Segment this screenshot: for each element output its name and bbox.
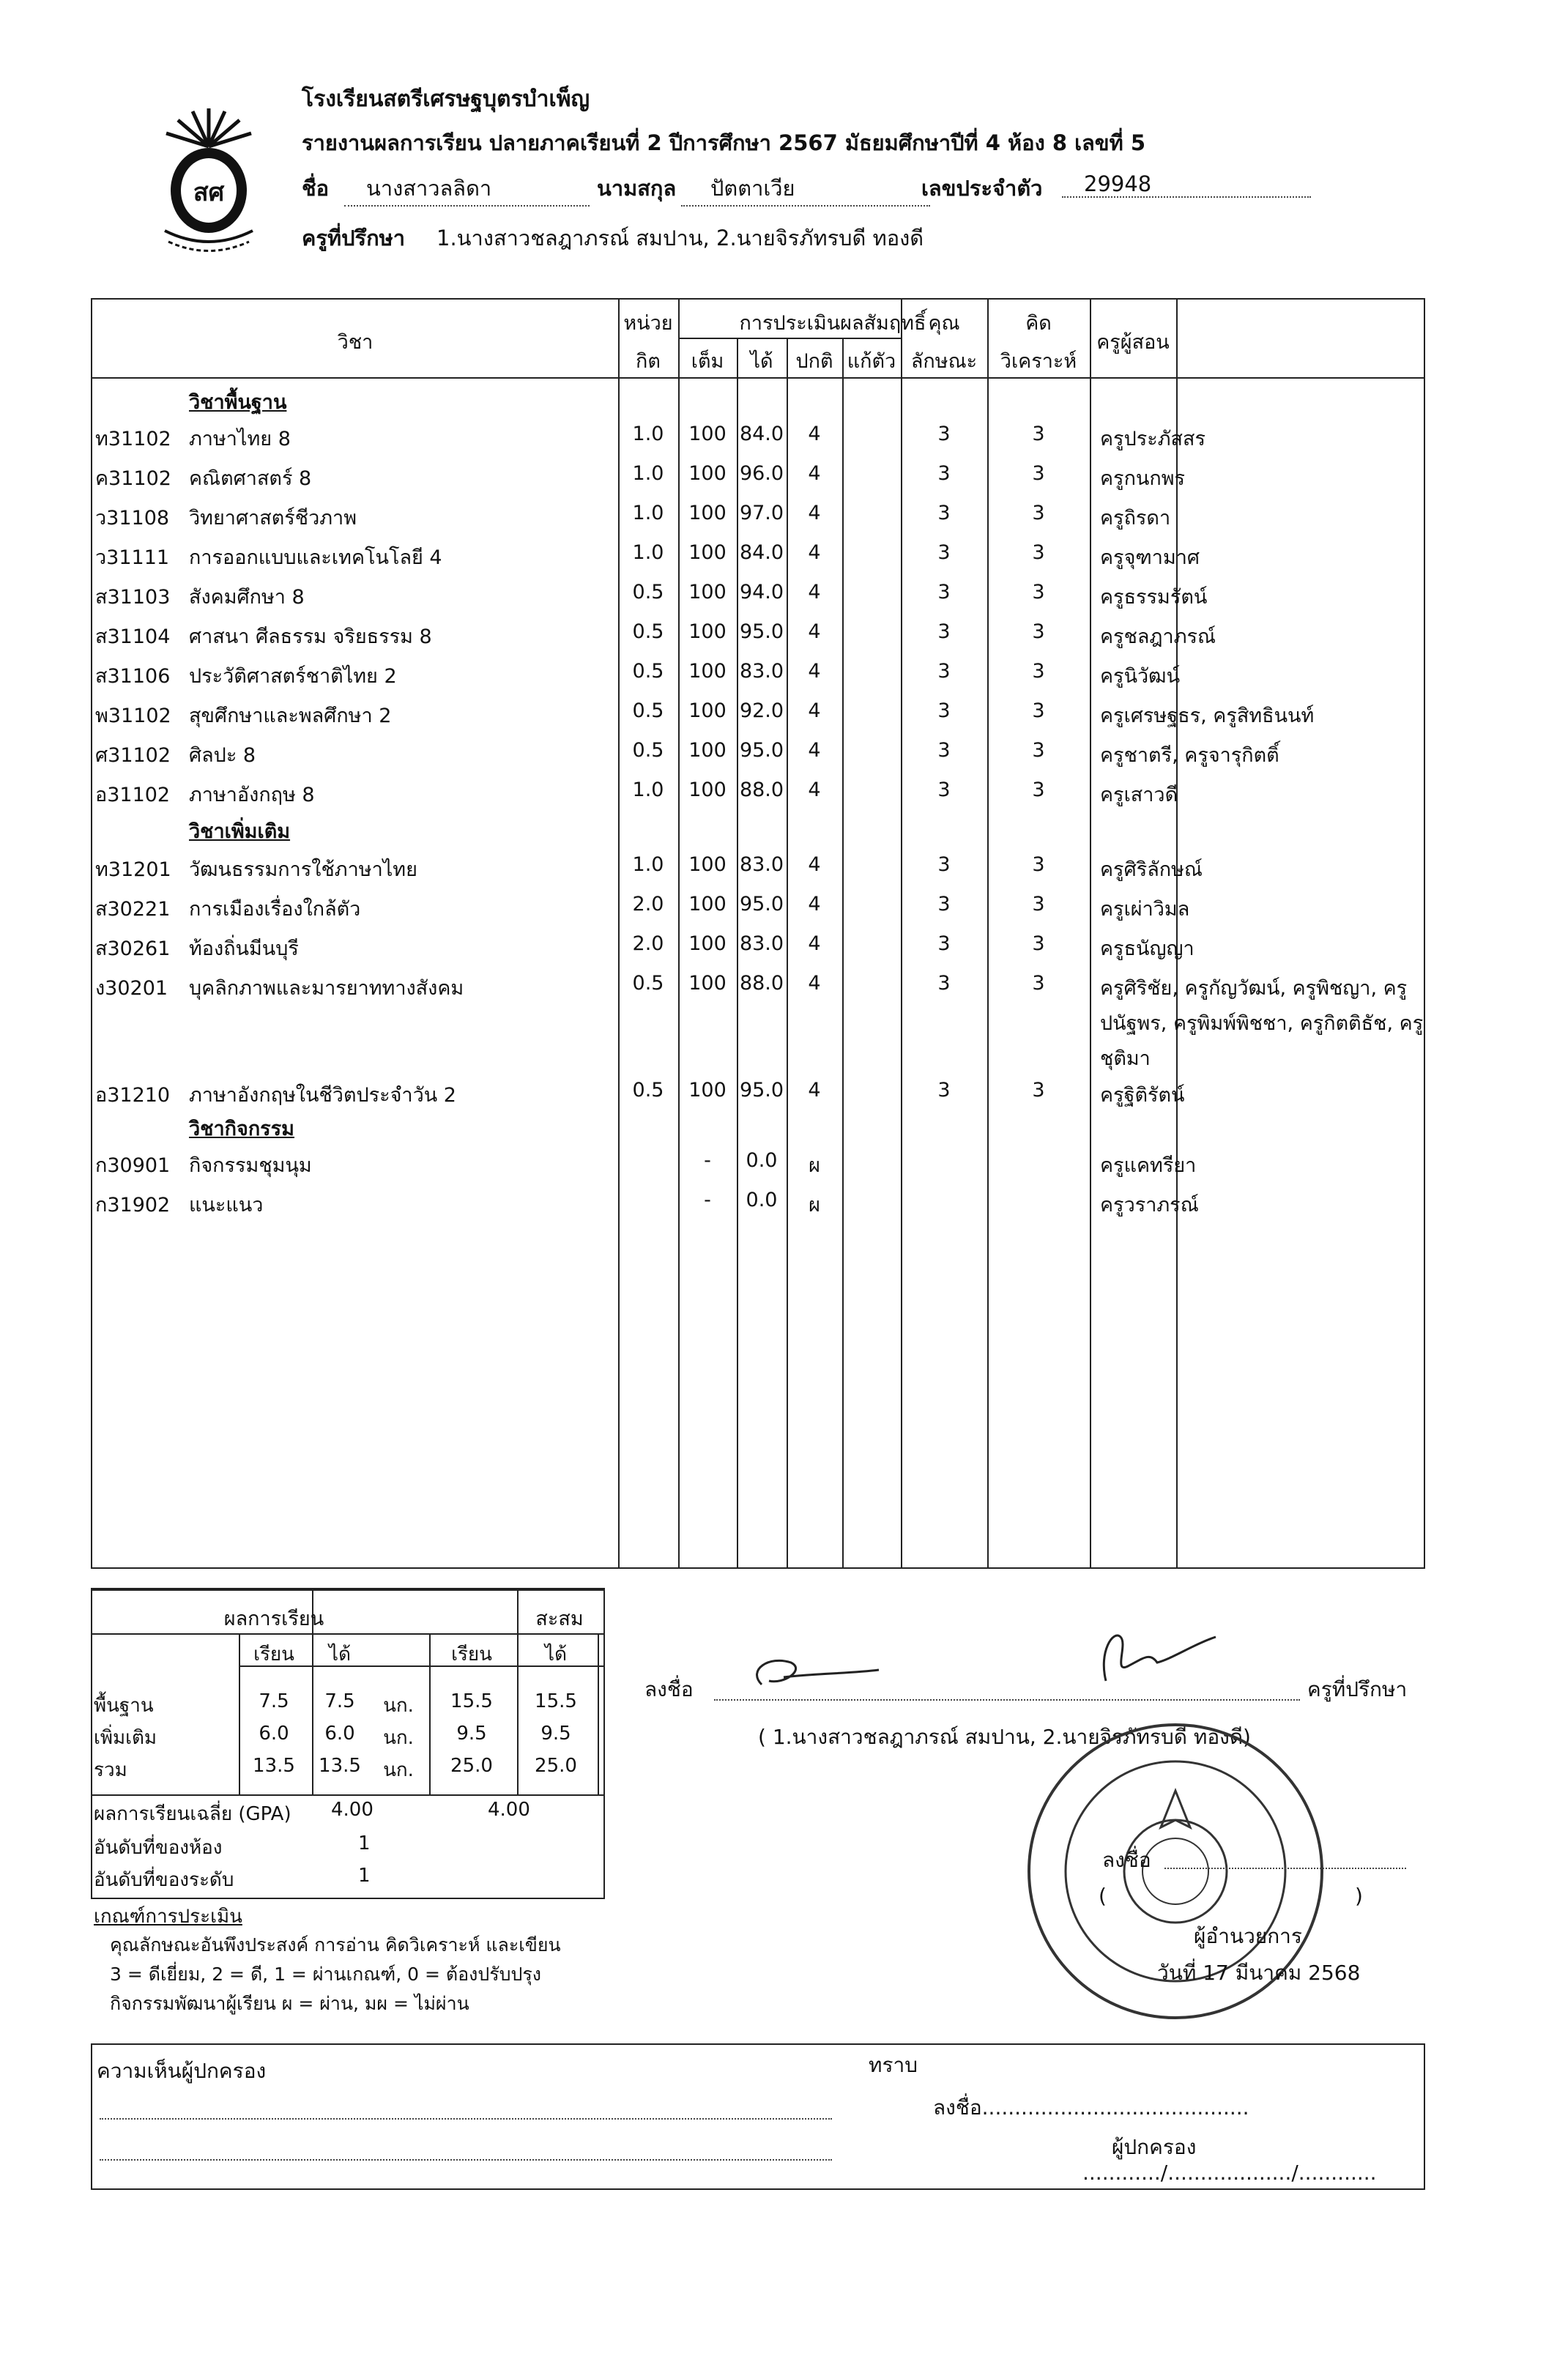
credit: 1.0 [632,779,664,801]
got-score: 84.0 [739,423,784,445]
grade: 4 [808,462,821,485]
summary-cum-got: 9.5 [540,1723,571,1745]
header-credit-2: กิต [636,350,661,373]
summary-cum-got-header: ได้ [545,1644,567,1665]
name-value: นางสาวลลิดา [344,171,590,207]
summary-cum-got: 25.0 [535,1755,577,1777]
character: 3 [937,660,951,683]
summary-study: 6.0 [259,1723,289,1745]
id-value: 29948 [1062,171,1311,198]
thinking: 3 [1032,581,1045,604]
parent-comment-box [91,2043,1425,2190]
sign-date: วันที่ 17 มีนาคม 2568 [1157,1961,1361,1985]
header-got: ได้ [750,350,773,373]
gpa-label: ผลการเรียนเฉลี่ย (GPA) [94,1803,291,1825]
table-row [92,773,1424,811]
thinking: 3 [1032,932,1045,955]
full-score: 100 [688,893,727,916]
header-char-2: ลักษณะ [910,350,978,373]
criteria-title: เกณฑ์การประเมิน [94,1906,242,1928]
summary-cum-study: 15.5 [450,1690,493,1712]
advisor-signature-1 [740,1641,886,1699]
gpa-cum-value: 4.00 [488,1799,530,1821]
character: 3 [937,581,951,604]
criteria-line-3: กิจกรรมพัฒนาผู้เรียน ผ = ผ่าน, มผ = ไม่ผ่าน [110,1993,469,2014]
advisor-names: ( 1.นางสาวชลฎาภรณ์ สมปาน, 2.นายจิรภัทรบดี ทองดี) [758,1725,1251,1749]
table-row [92,966,1424,1070]
teacher: ครูเสาวดี [1100,784,1178,806]
director-role: ผู้อำนวยการ [1194,1924,1302,1948]
summary-got: 13.5 [319,1755,361,1777]
character: 3 [937,853,951,876]
credit: 1.0 [632,502,664,524]
got-score: 92.0 [739,699,784,722]
table-row [92,733,1424,771]
subject-name: ภาษาไทย 8 [189,428,291,450]
teacher: ครูฐิติรัตน์ [1100,1084,1185,1107]
school-name: โรงเรียนสตรีเศรษฐบุตรบำเพ็ญ [302,86,590,112]
full-score: 100 [688,581,727,604]
full-score: 100 [688,502,727,524]
table-row [92,456,1424,494]
grade: ผ [809,1194,820,1217]
character: 3 [937,972,951,995]
subject-code: ส31106 [95,665,171,688]
teacher: ครูเศรษฐธร, ครูสิทธินนท์ [1100,705,1315,727]
summary-study: 13.5 [253,1755,295,1777]
summary-cumulative-label: สะสม [535,1608,584,1630]
summary-row-label: พื้นฐาน [94,1695,154,1717]
thinking: 3 [1032,660,1045,683]
table-row [92,1143,1424,1181]
got-score: 95.0 [739,1079,784,1102]
director-sign-line [1164,1860,1406,1869]
grade: 4 [808,1079,821,1102]
comment-line-2 [100,2153,832,2161]
got-score: 88.0 [739,972,784,995]
got-score: 83.0 [739,660,784,683]
teacher: ครูศิริลักษณ์ [1100,858,1203,881]
full-score: 100 [688,779,727,801]
summary-cum-study-header: เรียน [451,1644,492,1665]
director-sign-label: ลงชื่อ [1102,1848,1151,1872]
credit: 1.0 [632,462,664,485]
summary-unit: นก. [383,1759,414,1781]
table-row [92,887,1424,925]
subject-code: พ31102 [95,705,171,727]
full-score: 100 [688,660,727,683]
subject-name: สังคมศึกษา 8 [189,586,305,609]
id-label: เลขประจำตัว [921,176,1043,201]
got-score: 83.0 [739,853,784,876]
director-name-open: ( [1099,1884,1107,1908]
got-score: 95.0 [739,893,784,916]
grade: 4 [808,541,821,564]
subject-name: แนะแนว [189,1194,264,1217]
credit: 1.0 [632,541,664,564]
grade: 4 [808,581,821,604]
table-row [92,694,1424,732]
character: 3 [937,1079,951,1102]
credit: 2.0 [632,893,664,916]
thinking: 3 [1032,699,1045,722]
teacher: ครูประภัสสร [1100,428,1205,450]
teacher: ครูแคทรียา [1100,1154,1197,1177]
header-normal: ปกติ [795,350,833,373]
table-row [92,575,1424,613]
got-score: 97.0 [739,502,784,524]
character: 3 [937,699,951,722]
subject-code: ส31103 [95,586,171,609]
credit: 1.0 [632,853,664,876]
subject-code: ท31201 [95,858,171,881]
got-score: 95.0 [739,620,784,643]
full-score: 100 [688,423,727,445]
table-row [92,614,1424,653]
teacher: ครูนิวัฒน์ [1100,665,1181,688]
subject-code: อ31210 [95,1084,171,1107]
full-score: - [704,1189,711,1211]
teacher: ครูจุฑามาศ [1100,546,1200,569]
full-score: 100 [688,739,727,762]
got-score: 0.0 [746,1149,778,1172]
summary-got: 6.0 [324,1723,355,1745]
thinking: 3 [1032,462,1045,485]
grade: 4 [808,660,821,683]
criteria-line-2: 3 = ดีเยี่ยม, 2 = ดี, 1 = ผ่านเกณฑ์, 0 = ต้องปรับปรุง [110,1964,541,1985]
subject-code: ส30261 [95,937,171,960]
header-assessment: การประเมินผลสัมฤทธิ์ [739,312,926,335]
character: 3 [937,620,951,643]
section-additional: วิชาเพิ่มเติม [189,820,291,843]
subject-name: การออกแบบและเทคโนโลยี 4 [189,546,442,569]
subject-name: คณิตศาสตร์ 8 [189,467,312,490]
subject-name: ศาสนา ศีลธรรม จริยธรรม 8 [189,625,432,648]
thinking: 3 [1032,972,1045,995]
teacher: ครูถิรดา [1100,507,1171,530]
teacher: ครูธรรมรัตน์ [1100,586,1208,609]
subject-code: ง30201 [95,977,168,1000]
subject-name: บุคลิกภาพและมารยาททางสังคม [189,977,464,1000]
full-score: 100 [688,620,727,643]
advisor-label: ครูที่ปรึกษา [302,226,406,250]
advisor-signature-2 [1084,1622,1230,1688]
advisor-value: 1.นางสาวชลฎาภรณ์ สมปาน, 2.นายจิรภัทรบดี ทองดี [436,226,924,250]
table-row [92,926,1424,965]
table-row [92,847,1424,885]
thinking: 3 [1032,502,1045,524]
header-remedy: แก้ตัว [847,350,896,373]
criteria-line-1: คุณลักษณะอันพึงประสงค์ การอ่าน คิดวิเคราะห์ และเขียน [110,1934,561,1956]
header-subject: วิชา [337,331,374,354]
school-logo [150,103,267,256]
summary-study-header: เรียน [253,1644,294,1665]
teacher: ครูศิริชัย, ครูกัญวัฒน์, ครูพิชญา, ครู [1100,977,1408,1000]
subject-code: ว31108 [95,507,170,530]
subject-name: วิทยาศาสตร์ชีวภาพ [189,507,357,530]
grade: 4 [808,972,821,995]
teacher-continued: ชุติมา [1100,1047,1151,1070]
header-full: เต็ม [691,350,724,373]
summary-study: 7.5 [259,1690,289,1712]
credit: 1.0 [632,423,664,445]
full-score: 100 [688,541,727,564]
teacher: ครูชาตรี, ครูจารุกิตติ์ [1100,744,1279,767]
character: 3 [937,502,951,524]
got-score: 83.0 [739,932,784,955]
report-title: รายงานผลการเรียน ปลายภาคเรียนที่ 2 ปีการศึกษา 2567 มัธยมศึกษาปีที่ 4 ห้อง 8 เลขที่ 5 [302,130,1145,155]
grade: 4 [808,423,821,445]
name-label: ชื่อ [302,176,330,201]
summary-cum-study: 25.0 [450,1755,493,1777]
thinking: 3 [1032,853,1045,876]
table-row [92,1073,1424,1111]
header-char-1: คุณ [928,312,960,335]
character: 3 [937,739,951,762]
subject-name: ศิลปะ 8 [189,744,256,767]
credit: 0.5 [632,620,664,643]
full-score: 100 [688,972,727,995]
thinking: 3 [1032,620,1045,643]
character: 3 [937,893,951,916]
summary-cum-got: 15.5 [535,1690,577,1712]
summary-cum-study: 9.5 [456,1723,487,1745]
full-score: 100 [688,932,727,955]
advisor-role: ครูที่ปรึกษา [1307,1677,1408,1701]
full-score: 100 [688,1079,727,1102]
thinking: 3 [1032,1079,1045,1102]
character: 3 [937,779,951,801]
grade: 4 [808,502,821,524]
rank-level-value: 1 [358,1865,371,1887]
table-row [92,417,1424,455]
svg-text:สศ: สศ [193,178,225,207]
character: 3 [937,932,951,955]
comment-line-1 [100,2112,832,2120]
parent-role: ผู้ปกครอง [1112,2135,1197,2159]
got-score: 88.0 [739,779,784,801]
subject-name: ประวัติศาสตร์ชาติไทย 2 [189,665,397,688]
grade: 4 [808,893,821,916]
teacher-continued: ปนัฐพร, ครูพิมพ์พิชชา, ครูกิตติธัช, ครู [1100,1012,1424,1035]
header-think-1: คิด [1025,312,1052,335]
rank-level-label: อันดับที่ของระดับ [94,1869,234,1891]
subject-code: ส31104 [95,625,171,648]
teacher: ครูชลฎาภรณ์ [1100,625,1216,648]
credit: 0.5 [632,739,664,762]
rank-room-label: อันดับที่ของห้อง [94,1837,223,1859]
subject-name: ภาษาอังกฤษ 8 [189,784,315,806]
table-row [92,496,1424,534]
subject-name: ภาษาอังกฤษในชีวิตประจำวัน 2 [189,1084,456,1107]
full-score: 100 [688,699,727,722]
table-row [92,535,1424,573]
credit: 0.5 [632,1079,664,1102]
summary-box [91,1588,605,1903]
parent-sign: ลงชื่อ......................................... [933,2095,1249,2120]
rank-room-value: 1 [358,1832,371,1854]
thinking: 3 [1032,423,1045,445]
subject-name: วัฒนธรรมการใช้ภาษาไทย [189,858,417,881]
got-score: 84.0 [739,541,784,564]
summary-row-label: เพิ่มเติม [94,1727,157,1749]
grade: 4 [808,779,821,801]
thinking: 3 [1032,541,1045,564]
grade: ผ [809,1154,820,1177]
full-score: 100 [688,462,727,485]
character: 3 [937,423,951,445]
subject-code: ว31111 [95,546,170,569]
got-score: 96.0 [739,462,784,485]
character: 3 [937,541,951,564]
thinking: 3 [1032,779,1045,801]
thinking: 3 [1032,739,1045,762]
credit: 0.5 [632,972,664,995]
surname-value: ปัตตาเวีย [681,171,930,207]
director-name-close: ) [1355,1884,1363,1908]
subject-name: การเมืองเรื่องใกล้ตัว [189,898,361,921]
full-score: - [704,1149,711,1172]
credit: 0.5 [632,699,664,722]
teacher: ครูวราภรณ์ [1100,1194,1199,1217]
summary-result-label: ผลการเรียน [223,1608,324,1630]
summary-unit: นก. [383,1727,414,1749]
subject-code: ก30901 [95,1154,171,1177]
advisor-sign-label: ลงชื่อ [644,1677,694,1701]
header-think-2: วิเคราะห์ [1000,350,1077,373]
section-activities: วิชากิจกรรม [189,1118,294,1140]
summary-got: 7.5 [324,1690,355,1712]
gpa-value: 4.00 [331,1799,374,1821]
thinking: 3 [1032,893,1045,916]
subject-name: ท้องถิ่นมีนบุรี [189,937,299,960]
grade: 4 [808,739,821,762]
parent-date-line: ............/.................../............ [1082,2161,1377,2185]
parent-ack: ทราบ [869,2053,918,2077]
grade: 4 [808,932,821,955]
header-credit-1: หน่วย [623,312,673,335]
got-score: 0.0 [746,1189,778,1211]
summary-unit: นก. [383,1695,414,1717]
subject-code: ค31102 [95,467,171,490]
credit: 0.5 [632,660,664,683]
subject-name: สุขศึกษาและพลศึกษา 2 [189,705,392,727]
table-row [92,1183,1424,1221]
header-teacher: ครูผู้สอน [1096,331,1170,354]
summary-row-label: รวม [94,1759,127,1781]
table-row [92,654,1424,692]
got-score: 94.0 [739,581,784,604]
credit: 0.5 [632,581,664,604]
got-score: 95.0 [739,739,784,762]
grade: 4 [808,620,821,643]
credit: 2.0 [632,932,664,955]
section-basic: วิชาพื้นฐาน [189,391,287,414]
grade: 4 [808,853,821,876]
subject-name: กิจกรรมชุมนุม [189,1154,312,1177]
teacher: ครูธนัญญา [1100,937,1194,960]
character: 3 [937,462,951,485]
teacher: ครูเผ่าวิมล [1100,898,1190,921]
grades-table [91,298,1425,1569]
subject-code: ส30221 [95,898,171,921]
parent-comment-label: ความเห็นผู้ปกครอง [97,2059,267,2083]
grade: 4 [808,699,821,722]
subject-code: ก31902 [95,1194,171,1217]
summary-got-header: ได้ [329,1644,351,1665]
surname-label: นามสกุล [597,176,677,201]
full-score: 100 [688,853,727,876]
subject-code: อ31102 [95,784,171,806]
subject-code: ศ31102 [95,744,171,767]
subject-code: ท31102 [95,428,171,450]
teacher: ครูกนกพร [1100,467,1186,490]
